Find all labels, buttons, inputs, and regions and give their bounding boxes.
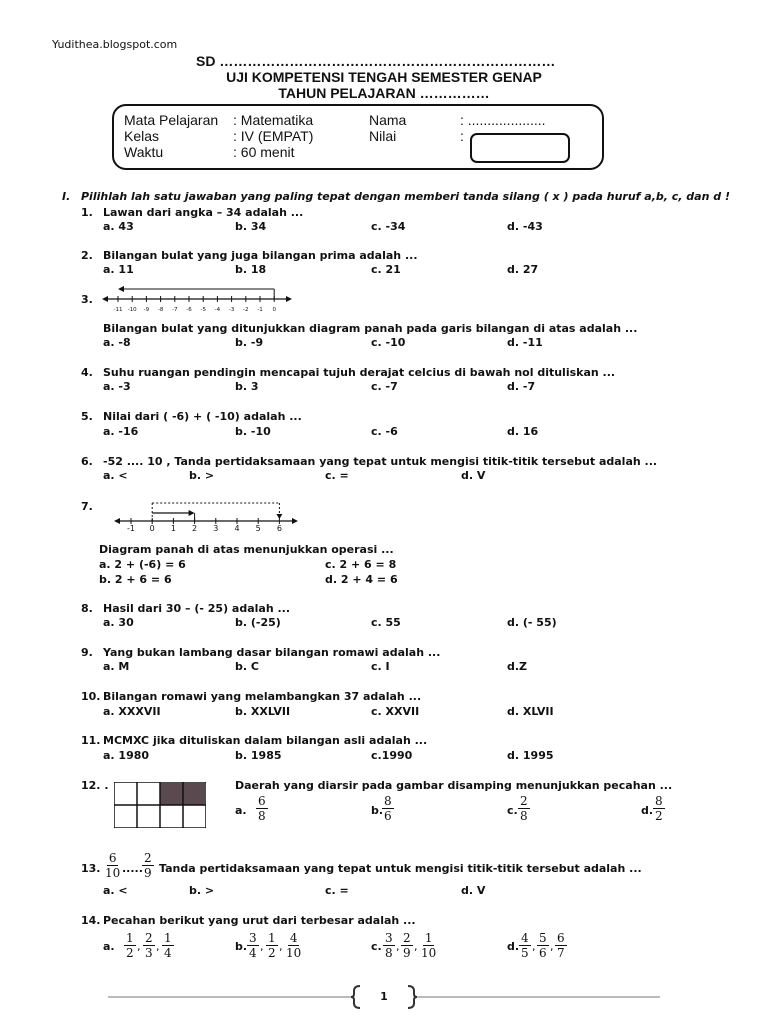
option-a[interactable]: a. XXXVII bbox=[103, 705, 161, 718]
option-c[interactable]: c. -10 bbox=[371, 336, 406, 349]
option-c[interactable]: c. -7 bbox=[371, 380, 398, 393]
tick-label: 4 bbox=[234, 524, 240, 533]
option-d[interactable]: d. 2 + 4 = 6 bbox=[325, 573, 398, 586]
question-text: Hasil dari 30 – (- 25) adalah ... bbox=[103, 602, 291, 615]
option-d[interactable]: d. -43 bbox=[507, 220, 543, 233]
comma: , bbox=[279, 940, 283, 953]
shaded-grid-figure bbox=[114, 782, 206, 828]
comma: , bbox=[156, 940, 160, 953]
option-b[interactable]: b. 2 + 6 = 6 bbox=[99, 573, 172, 586]
option-d[interactable]: d. 1995 bbox=[507, 749, 554, 762]
option-d[interactable]: d. 16 bbox=[507, 425, 539, 438]
subject-value: : Matematika bbox=[233, 112, 314, 128]
fraction: 2 9 bbox=[403, 931, 411, 960]
option-a[interactable]: a. -3 bbox=[103, 380, 131, 393]
score-field[interactable] bbox=[470, 133, 570, 163]
tick-label: 1 bbox=[170, 524, 176, 533]
option-d[interactable]: d. -7 bbox=[507, 380, 536, 393]
option-a[interactable]: a. 43 bbox=[103, 220, 134, 233]
tick-label: -3 bbox=[228, 307, 235, 313]
arrow-head bbox=[276, 514, 282, 519]
tick-label: -11 bbox=[113, 307, 123, 313]
option-c[interactable]: c. bbox=[371, 940, 382, 953]
question-text: Suhu ruangan pendingin mencapai tujuh derajat celcius di bawah nol dituliskan ... bbox=[103, 366, 616, 379]
option-b[interactable]: b. 1985 bbox=[235, 749, 282, 762]
fraction: 6 7 bbox=[557, 931, 565, 960]
comma: , bbox=[532, 940, 536, 953]
question-number: 13. bbox=[81, 862, 101, 875]
comma: , bbox=[414, 940, 418, 953]
question-number: 10. bbox=[81, 690, 101, 703]
question-text: Diagram panah di atas menunjukkan operasi ... bbox=[99, 543, 394, 556]
question-text: Bilangan bulat yang juga bilangan prima adalah ... bbox=[103, 249, 418, 262]
question-text: Tanda pertidaksamaan yang tepat untuk mengisi titik-titik tersebut adalah ... bbox=[159, 862, 642, 875]
comma: , bbox=[550, 940, 554, 953]
fraction: 3 4 bbox=[249, 931, 257, 960]
question-text: -52 .... 10 , Tanda pertidaksamaan yang tepat untuk mengisi titik-titik tersebut adalah ... bbox=[103, 455, 658, 468]
option-c[interactable]: c. I bbox=[371, 660, 390, 673]
school-line: SD ……………………………………………………………… bbox=[196, 53, 556, 69]
option-a[interactable]: a. 1980 bbox=[103, 749, 150, 762]
option-c[interactable]: c. 2 + 6 = 8 bbox=[325, 558, 397, 571]
option-d[interactable]: d. (- 55) bbox=[507, 616, 557, 629]
option-c[interactable]: c. bbox=[507, 804, 518, 817]
tick-label: -7 bbox=[172, 307, 178, 313]
tick-label: -8 bbox=[157, 307, 164, 313]
axis-arrow-left bbox=[102, 296, 108, 302]
class-value: : IV (EMPAT) bbox=[233, 128, 314, 144]
question-number: 9. bbox=[81, 646, 93, 659]
fraction: 1 2 bbox=[268, 931, 276, 960]
option-a[interactable]: a. 11 bbox=[103, 263, 134, 276]
option-b[interactable]: b. > bbox=[189, 884, 215, 897]
option-c[interactable]: c. -34 bbox=[371, 220, 406, 233]
option-a[interactable]: a. bbox=[103, 940, 115, 953]
tick-label: 0 bbox=[149, 524, 155, 533]
option-b[interactable]: b. 18 bbox=[235, 263, 267, 276]
question-text: Bilangan romawi yang melambangkan 37 adalah ... bbox=[103, 690, 422, 703]
question-number: 7. bbox=[81, 500, 93, 513]
fraction: 8 6 bbox=[384, 794, 392, 823]
option-a[interactable]: a. < bbox=[103, 469, 128, 482]
question-number: 3. bbox=[81, 293, 93, 306]
arrow-head bbox=[118, 286, 124, 292]
fraction: 1 10 bbox=[421, 931, 437, 960]
fraction: 1 4 bbox=[164, 931, 172, 960]
fraction: 6 10 bbox=[105, 851, 121, 880]
option-d[interactable]: d. 27 bbox=[507, 263, 539, 276]
name-label: Nama bbox=[369, 112, 407, 128]
subject-label: Mata Pelajaran bbox=[124, 112, 219, 128]
option-c[interactable]: c.1990 bbox=[371, 749, 413, 762]
score-colon: : bbox=[460, 128, 464, 144]
question-number: 11. bbox=[81, 734, 101, 747]
axis-arrow-right bbox=[292, 518, 298, 524]
option-a[interactable]: a. -8 bbox=[103, 336, 131, 349]
question-text: Pecahan berikut yang urut dari terbesar adalah ... bbox=[103, 914, 416, 927]
option-c[interactable]: c. = bbox=[325, 884, 349, 897]
site-name: Yudithea.blogspot.com bbox=[52, 38, 178, 51]
option-c[interactable]: c. = bbox=[325, 469, 349, 482]
question-number: 1. bbox=[81, 206, 93, 219]
fraction: 2 9 bbox=[144, 851, 152, 880]
tick-label: -1 bbox=[257, 307, 263, 313]
option-b[interactable]: b. C bbox=[235, 660, 259, 673]
question-text: Lawan dari angka – 34 adalah ... bbox=[103, 206, 304, 219]
question-number: 14. bbox=[81, 914, 101, 927]
option-a[interactable]: a. -16 bbox=[103, 425, 139, 438]
option-b[interactable]: b. 34 bbox=[235, 220, 267, 233]
option-b[interactable]: b. -9 bbox=[235, 336, 264, 349]
option-c[interactable]: c. XXVII bbox=[371, 705, 420, 718]
exam-title: UJI KOMPETENSI TENGAH SEMESTER GENAP bbox=[226, 69, 542, 85]
fraction: 6 8 bbox=[258, 794, 266, 823]
option-d[interactable]: d. XLVII bbox=[507, 705, 554, 718]
comma: , bbox=[396, 940, 400, 953]
instruction-text: Pilihlah lah satu jawaban yang paling tepat dengan memberi tanda silang ( x ) pada huruf a,b, c, dan d ! bbox=[81, 190, 730, 203]
question-number: 6. bbox=[81, 455, 93, 468]
name-field[interactable]: : .................... bbox=[460, 112, 546, 128]
option-d[interactable]: d. V bbox=[461, 884, 486, 897]
question-text: Nilai dari ( -6) + ( -10) adalah ... bbox=[103, 410, 302, 423]
tick-label: -6 bbox=[186, 307, 192, 313]
option-b[interactable]: b. 3 bbox=[235, 380, 259, 393]
fraction: 4 5 bbox=[521, 931, 529, 960]
option-a[interactable]: a. 30 bbox=[103, 616, 134, 629]
arrow-head bbox=[189, 510, 195, 516]
tick-label: 5 bbox=[255, 524, 261, 533]
question-number: 5. bbox=[81, 410, 93, 423]
axis-arrow-left bbox=[114, 518, 120, 524]
tick-label: -9 bbox=[143, 307, 150, 313]
tick-label: 2 bbox=[192, 524, 198, 533]
option-b[interactable]: b. bbox=[235, 940, 248, 953]
fraction: 1 2 bbox=[126, 931, 134, 960]
tick-label: -5 bbox=[200, 307, 206, 313]
question-number: 2. bbox=[81, 249, 93, 262]
question-number: 8. bbox=[81, 602, 93, 615]
tick-label: 6 bbox=[276, 524, 282, 533]
page-number: 1 bbox=[380, 990, 388, 1003]
option-d[interactable]: d.Z bbox=[507, 660, 528, 673]
number-line-diagram bbox=[112, 496, 302, 534]
option-d[interactable]: d. bbox=[507, 940, 520, 953]
number-line-diagram bbox=[100, 282, 300, 314]
fraction: 8 2 bbox=[655, 794, 663, 823]
question-number: 12. . bbox=[81, 779, 109, 792]
fraction: 2 8 bbox=[520, 794, 528, 823]
option-c[interactable]: c. -6 bbox=[371, 425, 398, 438]
tick-label: -2 bbox=[243, 307, 249, 313]
question-text: MCMXC jika dituliskan dalam bilangan asli adalah ... bbox=[103, 734, 428, 747]
option-d[interactable]: d. V bbox=[461, 469, 486, 482]
question-text: Yang bukan lambang dasar bilangan romawi adalah ... bbox=[103, 646, 441, 659]
question-text: Daerah yang diarsir pada gambar disamping menunjukkan pecahan ... bbox=[235, 779, 673, 792]
option-a[interactable]: a. bbox=[235, 804, 247, 817]
class-label: Kelas bbox=[124, 128, 160, 144]
score-label: Nilai bbox=[369, 128, 397, 144]
option-a[interactable]: a. M bbox=[103, 660, 130, 673]
option-d[interactable]: d. bbox=[641, 804, 654, 817]
fraction: 2 3 bbox=[145, 931, 153, 960]
tick-label: -1 bbox=[127, 524, 135, 533]
instruction-number: I. bbox=[62, 190, 71, 203]
time-value: : 60 menit bbox=[233, 144, 295, 160]
tick-label: -4 bbox=[214, 307, 221, 313]
comma: , bbox=[260, 940, 264, 953]
tick-label: -10 bbox=[127, 307, 137, 313]
exam-year: TAHUN PELAJARAN …………… bbox=[278, 85, 490, 101]
option-d[interactable]: d. -11 bbox=[507, 336, 543, 349]
axis-arrow-right bbox=[286, 296, 292, 302]
fraction: 5 6 bbox=[539, 931, 547, 960]
time-label: Waktu bbox=[124, 144, 164, 160]
option-c[interactable]: c. 55 bbox=[371, 616, 401, 629]
comma: , bbox=[137, 940, 141, 953]
tick-label: 3 bbox=[213, 524, 219, 533]
fraction: 3 8 bbox=[385, 931, 393, 960]
question-number: 4. bbox=[81, 366, 93, 379]
fill-dots: ..... bbox=[122, 862, 143, 875]
option-b[interactable]: b. > bbox=[189, 469, 215, 482]
option-b[interactable]: b. bbox=[371, 804, 384, 817]
fraction: 4 10 bbox=[286, 931, 302, 960]
tick-label: 0 bbox=[272, 307, 276, 313]
option-a[interactable]: a. 2 + (-6) = 6 bbox=[99, 558, 186, 571]
question-text: Bilangan bulat yang ditunjukkan diagram panah pada garis bilangan di atas adalah ... bbox=[103, 322, 638, 335]
option-b[interactable]: b. XXLVII bbox=[235, 705, 291, 718]
option-b[interactable]: b. (-25) bbox=[235, 616, 281, 629]
option-b[interactable]: b. -10 bbox=[235, 425, 271, 438]
option-a[interactable]: a. < bbox=[103, 884, 128, 897]
option-c[interactable]: c. 21 bbox=[371, 263, 401, 276]
